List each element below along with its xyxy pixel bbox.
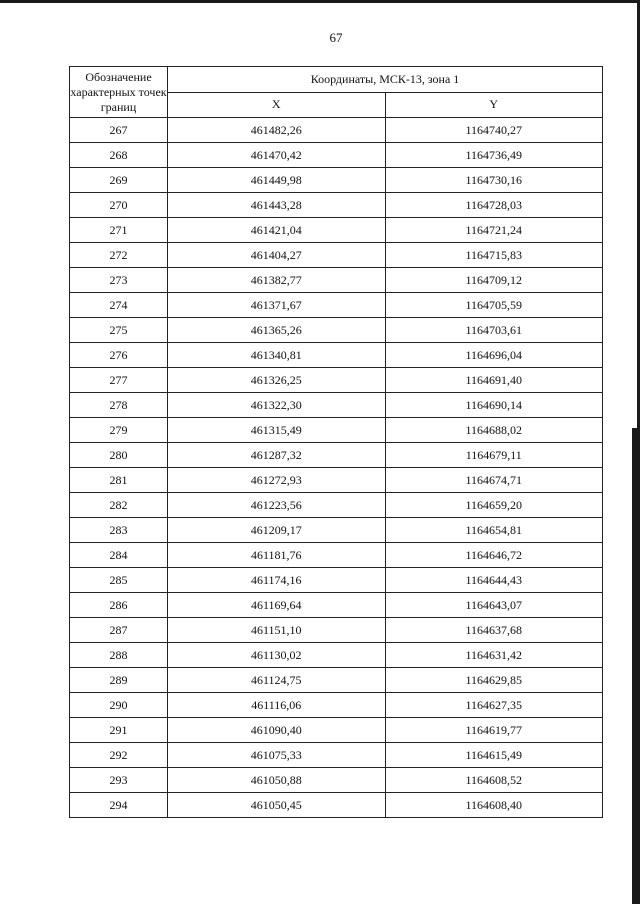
y-cell: 1164629,85 [385, 668, 603, 693]
point-cell: 289 [70, 668, 168, 693]
table-row [70, 443, 603, 468]
y-cell: 1164736,49 [385, 143, 603, 168]
y-cell: 1164728,03 [385, 193, 603, 218]
x-cell: 461050,88 [168, 768, 386, 793]
y-cell: 1164654,81 [385, 518, 603, 543]
x-cell: 461315,49 [168, 418, 386, 443]
y-cell: 1164637,68 [385, 618, 603, 643]
table-row [70, 593, 603, 618]
point-cell: 271 [70, 218, 168, 243]
table-row [70, 668, 603, 693]
table-row [70, 118, 603, 143]
x-cell: 461365,26 [168, 318, 386, 343]
x-cell: 461371,67 [168, 293, 386, 318]
point-cell: 287 [70, 618, 168, 643]
x-cell: 461470,42 [168, 143, 386, 168]
x-cell: 461421,04 [168, 218, 386, 243]
point-cell: 290 [70, 693, 168, 718]
x-cell: 461326,25 [168, 368, 386, 393]
y-cell: 1164643,07 [385, 593, 603, 618]
point-cell: 276 [70, 343, 168, 368]
x-cell: 461287,32 [168, 443, 386, 468]
y-cell: 1164631,42 [385, 643, 603, 668]
x-cell: 461174,16 [168, 568, 386, 593]
table-row [70, 168, 603, 193]
x-cell: 461151,10 [168, 618, 386, 643]
table-row [70, 468, 603, 493]
x-cell: 461181,76 [168, 543, 386, 568]
point-cell: 273 [70, 268, 168, 293]
x-cell: 461382,77 [168, 268, 386, 293]
y-cell: 1164691,40 [385, 368, 603, 393]
table-row [70, 318, 603, 343]
point-cell: 277 [70, 368, 168, 393]
x-cell: 461322,30 [168, 393, 386, 418]
table-row [70, 493, 603, 518]
table-row [70, 718, 603, 743]
y-cell: 1164721,24 [385, 218, 603, 243]
point-cell: 269 [70, 168, 168, 193]
x-cell: 461090,40 [168, 718, 386, 743]
table-row [70, 368, 603, 393]
point-cell: 283 [70, 518, 168, 543]
point-cell: 279 [70, 418, 168, 443]
page-number: 67 [329, 30, 343, 45]
point-cell: 268 [70, 143, 168, 168]
table-row [70, 343, 603, 368]
y-cell: 1164619,77 [385, 718, 603, 743]
y-cell: 1164696,04 [385, 343, 603, 368]
y-cell: 1164715,83 [385, 243, 603, 268]
x-cell: 461169,64 [168, 593, 386, 618]
scan-edge-right-mark [632, 428, 640, 904]
table-row [70, 293, 603, 318]
point-cell: 293 [70, 768, 168, 793]
point-cell: 292 [70, 743, 168, 768]
x-cell: 461124,75 [168, 668, 386, 693]
x-cell: 461272,93 [168, 468, 386, 493]
point-cell: 282 [70, 493, 168, 518]
point-cell: 274 [70, 293, 168, 318]
point-cell: 278 [70, 393, 168, 418]
table-row [70, 768, 603, 793]
point-column-header: Обозначение характерных точек границ [70, 67, 168, 118]
y-cell: 1164709,12 [385, 268, 603, 293]
x-cell: 461209,17 [168, 518, 386, 543]
x-cell: 461443,28 [168, 193, 386, 218]
point-cell: 294 [70, 793, 168, 818]
point-cell: 272 [70, 243, 168, 268]
table-row [70, 193, 603, 218]
y-cell: 1164730,16 [385, 168, 603, 193]
y-cell: 1164740,27 [385, 118, 603, 143]
y-cell: 1164688,02 [385, 418, 603, 443]
table-row [70, 643, 603, 668]
point-cell: 275 [70, 318, 168, 343]
x-cell: 461223,56 [168, 493, 386, 518]
point-cell: 288 [70, 643, 168, 668]
x-cell: 461340,81 [168, 343, 386, 368]
table-row [70, 793, 603, 818]
x-cell: 461130,02 [168, 643, 386, 668]
table-row [70, 743, 603, 768]
table-row [70, 518, 603, 543]
table-row [70, 568, 603, 593]
x-cell: 461075,33 [168, 743, 386, 768]
y-cell: 1164627,35 [385, 693, 603, 718]
x-cell: 461449,98 [168, 168, 386, 193]
coordinates-table [69, 66, 603, 818]
table-row [70, 543, 603, 568]
y-cell: 1164608,52 [385, 768, 603, 793]
x-cell: 461404,27 [168, 243, 386, 268]
table-row [70, 143, 603, 168]
x-cell: 461482,26 [168, 118, 386, 143]
y-cell: 1164703,61 [385, 318, 603, 343]
point-cell: 267 [70, 118, 168, 143]
x-cell: 461050,45 [168, 793, 386, 818]
point-cell: 270 [70, 193, 168, 218]
point-cell: 286 [70, 593, 168, 618]
y-cell: 1164646,72 [385, 543, 603, 568]
y-cell: 1164674,71 [385, 468, 603, 493]
table-row [70, 693, 603, 718]
y-column-header: Y [385, 92, 603, 118]
x-column-header: X [168, 92, 386, 118]
table-row [70, 393, 603, 418]
point-cell: 284 [70, 543, 168, 568]
table-row [70, 218, 603, 243]
point-cell: 281 [70, 468, 168, 493]
point-cell: 291 [70, 718, 168, 743]
coordinates-group-header: Координаты, МСК-13, зона 1 [168, 67, 603, 93]
y-cell: 1164615,49 [385, 743, 603, 768]
y-cell: 1164659,20 [385, 493, 603, 518]
point-cell: 285 [70, 568, 168, 593]
x-cell: 461116,06 [168, 693, 386, 718]
y-cell: 1164644,43 [385, 568, 603, 593]
table-row [70, 268, 603, 293]
y-cell: 1164690,14 [385, 393, 603, 418]
table-row [70, 243, 603, 268]
y-cell: 1164608,40 [385, 793, 603, 818]
table-row [70, 418, 603, 443]
table-body [70, 118, 603, 818]
point-cell: 280 [70, 443, 168, 468]
scan-edge-top [0, 0, 640, 3]
table-row [70, 618, 603, 643]
y-cell: 1164705,59 [385, 293, 603, 318]
y-cell: 1164679,11 [385, 443, 603, 468]
